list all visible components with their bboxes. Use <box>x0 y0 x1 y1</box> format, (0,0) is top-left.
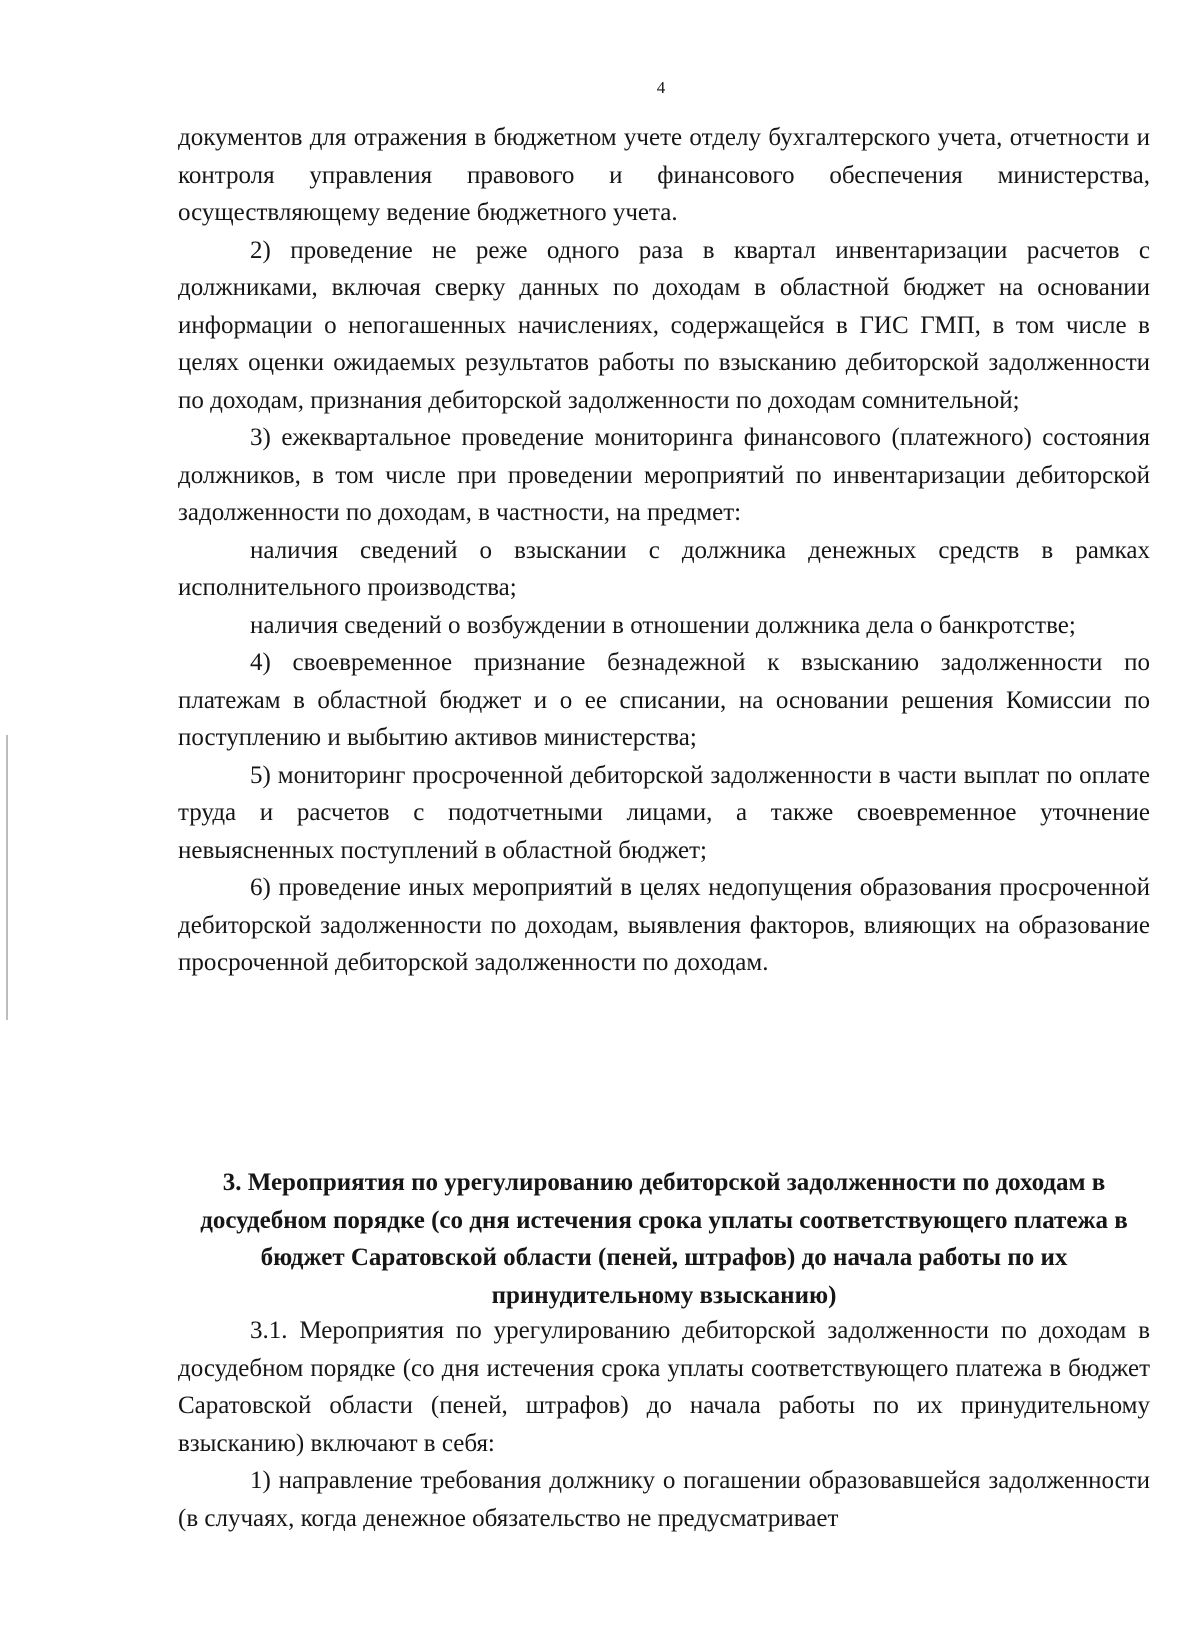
section-heading: 3. Мероприятия по урегулированию дебиторской задолженности по доходам в досудебном порядке (со дня истечения срока уплаты соответствующего платежа в бюджет Саратовской области (пеней, штрафов) до начала работы по их принудительному взысканию) <box>200 1169 1128 1309</box>
body-paragraph: 4) своевременное признание безнадежной к взысканию задолженности по платежам в областной бюджет и о ее списании, на основании решения Комиссии по поступлению и выбытию активов министерства; <box>178 649 1150 751</box>
body-paragraph: наличия сведений о возбуждении в отношении должника дела о банкротстве; <box>250 611 1076 639</box>
body-paragraph: наличия сведений о взыскании с должника денежных средств в рамках исполнительного производства; <box>178 536 1150 601</box>
page-number: 4 <box>656 78 666 97</box>
section-paragraph: 1) направление требования должнику о погашении образовавшейся задолженности (в случаях, когда денежное обязательство не предусматривает <box>178 1467 1150 1532</box>
body-paragraph: документов для отражения в бюджетном учете отделу бухгалтерского учета, отчетности и контроля управления правового и финансового обеспечения министерства, осуществляющему ведение бюджетного учета. <box>178 124 1150 226</box>
body-paragraph: 6) проведение иных мероприятий в целях недопущения образования просроченной дебиторской задолженности по доходам, выявления факторов, влияющих на образование просроченной дебиторской задолженности по доходам. <box>178 874 1150 976</box>
section-paragraph: 3.1. Мероприятия по урегулированию дебиторской задолженности по доходам в досудебном порядке (со дня истечения срока уплаты соответствующего платежа в бюджет Саратовской области (пеней, штрафов) до начала работы по их принудительному взысканию) включают в себя: <box>178 1317 1150 1457</box>
body-paragraph: 2) проведение не реже одного раза в квартал инвентаризации расчетов с должниками, включая сверку данных по доходам в областной бюджет на основании информации о непогашенных начислениях, содержащейся в ГИС ГМП, в том числе в целях оценки ожидаемых результатов работы по взысканию дебиторской задолженности по доходам, признания дебиторской задолженности по доходам сомнительной; <box>178 236 1150 414</box>
scan-edge-line <box>6 735 8 1020</box>
body-paragraph: 5) мониторинг просроченной дебиторской задолженности в части выплат по оплате труда и расчетов с подотчетными лицами, а также своевременное уточнение невыясненных поступлений в областной бюджет; <box>178 761 1150 864</box>
section-text <box>178 1312 1150 1537</box>
body-paragraph: 3) ежеквартальное проведение мониторинга финансового (платежного) состояния должников, в том числе при проведении мероприятий по инвентаризации дебиторской задолженности по доходам, в частности, на предмет: <box>178 424 1150 526</box>
body-text <box>178 119 1150 982</box>
